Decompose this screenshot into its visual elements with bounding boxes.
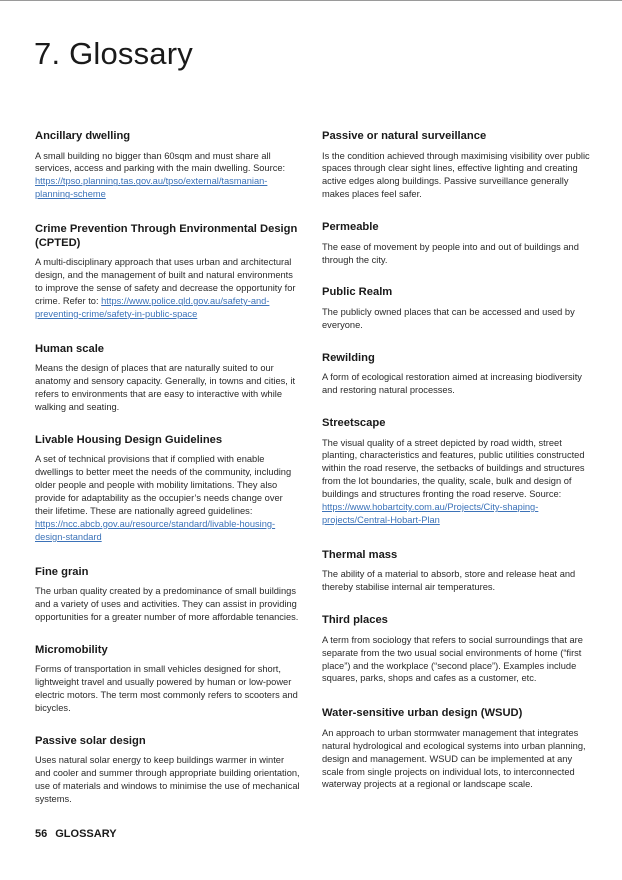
glossary-definition: Uses natural solar energy to keep buildings warmer in winter and cooler and summer through appropriate building orientation, use of materials and windows to minimise the use of mechanical systems. — [35, 755, 300, 805]
glossary-entry-passive-solar-design — [35, 735, 301, 806]
glossary-definition: Forms of transportation in small vehicles designed for short, lightweight travel and usually powered by human or low-power electric motors. The term most commonly refers to scooters and bicycles. — [35, 664, 298, 714]
glossary-definition: The ease of movement by people into and out of buildings and through the city. — [322, 241, 579, 265]
glossary-entry-third-places — [322, 614, 590, 685]
glossary-entry-human-scale — [35, 343, 301, 414]
glossary-entry-ancillary-dwelling — [35, 130, 301, 201]
glossary-entry-rewilding — [322, 352, 590, 397]
glossary-definition: The urban quality created by a predominance of small buildings and a variety of uses and activities. They can assist in providing opportunities for a greater number of more affordable tenancies. — [35, 586, 299, 622]
top-rule — [0, 0, 622, 1]
glossary-column-right — [322, 130, 590, 791]
glossary-definition — [35, 453, 301, 543]
glossary-entry-livable-housing — [35, 434, 301, 544]
glossary-definition — [35, 150, 301, 202]
glossary-definition: An approach to urban stormwater management that integrates natural hydrological and ecological systems into urban planning, design and management. WSUD can be implemented at any scale from single projects on individual lots, to interconnected waterway projects at a regional or landscape scale. — [322, 727, 586, 790]
glossary-definition: A form of ecological restoration aimed at increasing biodiversity and restoring natural processes. — [322, 372, 582, 396]
glossary-definition: The publicly owned places that can be accessed and used by everyone. — [322, 306, 575, 330]
glossary-term: Streetscape — [322, 417, 386, 430]
glossary-term: Passive or natural surveillance — [322, 130, 487, 142]
glossary-entry-fine-grain — [35, 566, 301, 624]
glossary-entry-micromobility — [35, 644, 301, 715]
glossary-column-left — [35, 130, 301, 806]
source-link[interactable]: https://www.police.qld.gov.au/safety-and-preventing-crime/safety-in-public-space — [35, 295, 270, 319]
glossary-entry-wsud — [322, 707, 590, 791]
glossary-term: Human scale — [35, 342, 105, 355]
glossary-entry-streetscape — [322, 417, 590, 527]
source-link[interactable]: https://ncc.abcb.gov.au/resource/standard/livable-housing-design-standard — [35, 518, 276, 542]
glossary-entry-permeable — [322, 221, 590, 266]
definition-text: A small building no bigger than 60sqm and must share all services, access and parking with the main dwelling. Source: — [35, 150, 286, 174]
glossary-term: Fine grain — [35, 565, 89, 578]
definition-text: A set of technical provisions that if complied with enable dwellings to better meet the needs of the community, including older people and people with mobility limitations. They also provide for adaptability as the occupier’s needs change over their lifetime. These are nationally agreed guidelines: — [35, 454, 292, 516]
source-link[interactable]: https://www.hobartcity.com.au/Projects/City-shaping-projects/Central-Hobart-Plan — [322, 502, 539, 525]
glossary-term: Ancillary dwelling — [35, 130, 131, 142]
glossary-definition: Means the design of places that are naturally suited to our anatomy and sensory capacity. Generally, in towns and cities, it refers to environments that are easy to interactive with while walking and seating. — [35, 363, 296, 412]
glossary-entry-passive-surveillance — [322, 130, 590, 201]
glossary-term: Third places — [322, 614, 388, 627]
page-footer — [35, 828, 117, 840]
glossary-term: Rewilding — [322, 351, 375, 364]
glossary-term: Livable Housing Design Guidelines — [35, 433, 223, 446]
page-title: 7. Glossary — [34, 36, 193, 71]
definition-text: A multi-disciplinary approach that uses urban and architectural design, and the management of built and natural environments to improve the sense of safety and decrease the opportunity for crime. Refer to: — [35, 257, 296, 306]
page-number: 56 — [35, 828, 48, 840]
glossary-entry-thermal-mass — [322, 549, 590, 594]
glossary-term: Water-sensitive urban design (WSUD) — [322, 707, 523, 720]
glossary-definition: Is the condition achieved through maximising visibility over public spaces through clear sight lines, effective lighting and creating active edges along buildings. Passive surveillance generally makes places feel safer. — [322, 150, 590, 200]
glossary-term: Crime Prevention Through Environmental Design (CPTED) — [35, 223, 298, 249]
glossary-definition — [35, 256, 301, 321]
glossary-definition: The ability of a material to absorb, store and release heat and thereby stabilise internal air temperatures. — [322, 569, 576, 593]
glossary-entry-cpted — [35, 223, 301, 321]
glossary-term: Permeable — [322, 221, 379, 234]
glossary-entry-public-realm — [322, 286, 590, 331]
glossary-term: Passive solar design — [35, 734, 146, 747]
source-link[interactable]: https://tpso.planning.tas.gov.au/tpso/external/tasmanian-planning-scheme — [35, 176, 268, 200]
footer-section-label: GLOSSARY — [55, 828, 117, 840]
definition-text: The visual quality of a street depicted by road width, street planting, characteristics and features, public utilities constructed within the road reserve, the setbacks of buildings and structures from the lot boundaries, the quality, scale, bulk and design of buildings and structures fronting the road reserve. Source: — [322, 437, 585, 500]
glossary-term: Public Realm — [322, 286, 393, 299]
glossary-term: Micromobility — [35, 643, 108, 656]
glossary-definition: A term from sociology that refers to social surroundings that are separate from the two usual social environments of home (“first place”) and the workplace (“second place”). Examples include squares, parks, shops and cafes as a customer, etc. — [322, 634, 583, 684]
glossary-definition — [322, 437, 590, 527]
glossary-term: Thermal mass — [322, 548, 398, 561]
